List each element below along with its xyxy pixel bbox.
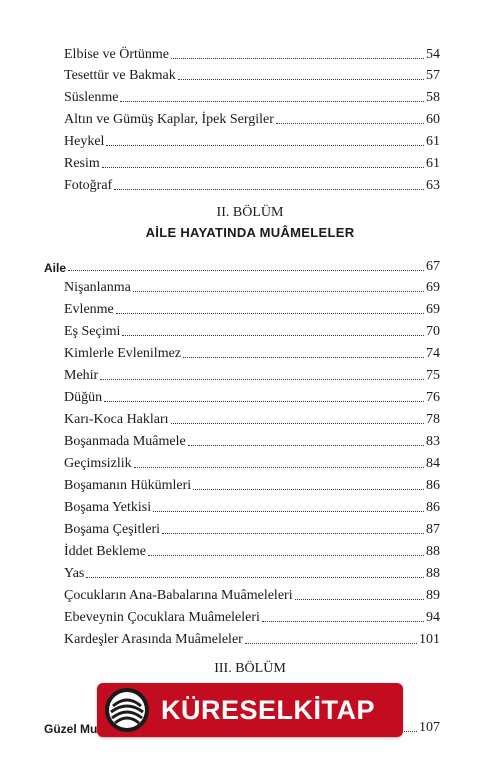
leader-dots — [116, 313, 424, 314]
section-part-heading: II. BÖLÜM — [216, 205, 284, 220]
toc-entry — [64, 130, 440, 150]
toc-entry-label: Aile — [44, 261, 67, 275]
toc-entry-page: 58 — [426, 90, 440, 105]
toc-entry-page: 88 — [426, 566, 440, 581]
toc-entry — [64, 43, 440, 63]
leader-dots — [102, 167, 424, 168]
leader-dots — [104, 401, 424, 402]
toc-entry — [64, 474, 440, 494]
leader-dots — [178, 79, 424, 80]
leader-dots — [106, 145, 424, 146]
globe-logo-icon — [103, 686, 151, 734]
toc-entry-page: 74 — [426, 346, 440, 361]
toc-entry-page: 101 — [419, 632, 440, 647]
toc-entry-label: Süslenme — [64, 90, 119, 105]
toc-entry — [64, 342, 440, 362]
toc-entry-page: 89 — [426, 588, 440, 603]
leader-dots — [86, 577, 424, 578]
toc-entry — [64, 276, 440, 296]
toc-entry-label: Karı-Koca Hakları — [64, 412, 169, 427]
toc-entry — [64, 562, 440, 582]
leader-dots — [162, 533, 424, 534]
toc-entry-label: Elbise ve Örtünme — [64, 47, 169, 62]
toc-entry — [64, 452, 440, 472]
toc-entry — [64, 386, 440, 406]
toc-entry-label: Boşama Yetkisi — [64, 500, 152, 515]
toc-entry-page: 69 — [426, 302, 440, 317]
toc-entry-page: 87 — [426, 522, 440, 537]
toc-entry-page: 57 — [426, 68, 440, 83]
leader-dots — [114, 189, 424, 190]
toc-entry — [64, 518, 440, 538]
toc-entry-label: Yas — [64, 566, 85, 581]
toc-entry — [64, 86, 440, 106]
toc-entry-page: 61 — [426, 156, 440, 171]
leader-dots — [100, 379, 424, 380]
toc-main-entry — [44, 255, 440, 275]
leader-dots — [262, 621, 424, 622]
leader-dots — [183, 357, 424, 358]
leader-dots — [193, 489, 424, 490]
toc-entry-label: Mehir — [64, 368, 99, 383]
toc-entry — [64, 408, 440, 428]
toc-entry — [64, 298, 440, 318]
leader-dots — [276, 123, 424, 124]
toc-entry-label: Boşama Çeşitleri — [64, 522, 161, 537]
toc-entry-page: 94 — [426, 610, 440, 625]
toc-entry-label: Düğün — [64, 390, 103, 405]
toc-entry — [64, 496, 440, 516]
toc-entry-page: 107 — [419, 720, 440, 735]
toc-entry-label: Boşamanın Hükümleri — [64, 478, 192, 493]
watermark-banner — [97, 683, 403, 737]
leader-dots — [120, 101, 424, 102]
toc-entry-page: 88 — [426, 544, 440, 559]
toc-entry-label: İddet Bekleme — [64, 544, 147, 559]
leader-dots — [171, 58, 424, 59]
toc-entry — [64, 320, 440, 340]
leader-dots — [295, 599, 424, 600]
leader-dots — [148, 555, 424, 556]
section-title: AİLE HAYATINDA MUÂMELELER — [145, 225, 355, 240]
toc-entry — [64, 364, 440, 384]
toc-entry-page: 67 — [426, 259, 440, 274]
toc-entry — [64, 540, 440, 560]
toc-entry-label: Evlenme — [64, 302, 114, 317]
toc-entry-page: 76 — [426, 390, 440, 405]
toc-entry-page: 69 — [426, 280, 440, 295]
toc-entry-label: Fotoğraf — [64, 178, 113, 193]
toc-entry-label: Resim — [64, 156, 100, 171]
toc-entry — [64, 584, 440, 604]
toc-entry — [64, 64, 440, 84]
toc-entry-label: Kimlerle Evlenilmez — [64, 346, 182, 361]
toc-entry-page: 75 — [426, 368, 440, 383]
toc-entry-label: Tesettür ve Bakmak — [64, 68, 176, 83]
toc-entry-page: 60 — [426, 112, 440, 127]
toc-entry-page: 61 — [426, 134, 440, 149]
leader-dots — [133, 291, 424, 292]
toc-entry-page: 83 — [426, 434, 440, 449]
toc-entry — [64, 108, 440, 128]
toc-entry-page: 84 — [426, 456, 440, 471]
toc-entry-label: Altın ve Gümüş Kaplar, İpek Sergiler — [64, 112, 274, 127]
toc-entry-page: 63 — [426, 178, 440, 193]
toc-entry — [64, 152, 440, 172]
toc-entry — [64, 174, 440, 194]
toc-entry-label: Kardeşler Arasında Muâmeleler — [64, 632, 243, 647]
toc-entry-label: Geçimsizlik — [64, 456, 132, 471]
leader-dots — [171, 423, 424, 424]
toc-entry-page: 54 — [426, 47, 440, 62]
toc-entry-page: 78 — [426, 412, 440, 427]
leader-dots — [153, 511, 424, 512]
leader-dots — [134, 467, 424, 468]
section-part-heading: III. BÖLÜM — [214, 661, 286, 676]
toc-entry-label: Güzel Mu — [44, 722, 98, 736]
toc-entry-page: 86 — [426, 500, 440, 515]
toc-entry-label: Nişanlanma — [64, 280, 131, 295]
watermark-text: KÜRESELKİTAP — [161, 694, 376, 725]
leader-dots — [122, 335, 424, 336]
leader-dots — [245, 643, 417, 644]
toc-entry-label: Heykel — [64, 134, 105, 149]
toc-entry-label: Çocukların Ana-Babalarına Muâmeleleri — [64, 588, 293, 603]
toc-entry — [64, 606, 440, 626]
toc-entry-page: 86 — [426, 478, 440, 493]
toc-entry-page: 70 — [426, 324, 440, 339]
toc-entry — [64, 430, 440, 450]
toc-entry-label: Eş Seçimi — [64, 324, 121, 339]
toc-entry-label: Ebeveynin Çocuklara Muâmeleleri — [64, 610, 260, 625]
toc-entry — [64, 628, 440, 648]
leader-dots — [68, 270, 424, 271]
toc-entry-label: Boşanmada Muâmele — [64, 434, 186, 449]
leader-dots — [188, 445, 424, 446]
